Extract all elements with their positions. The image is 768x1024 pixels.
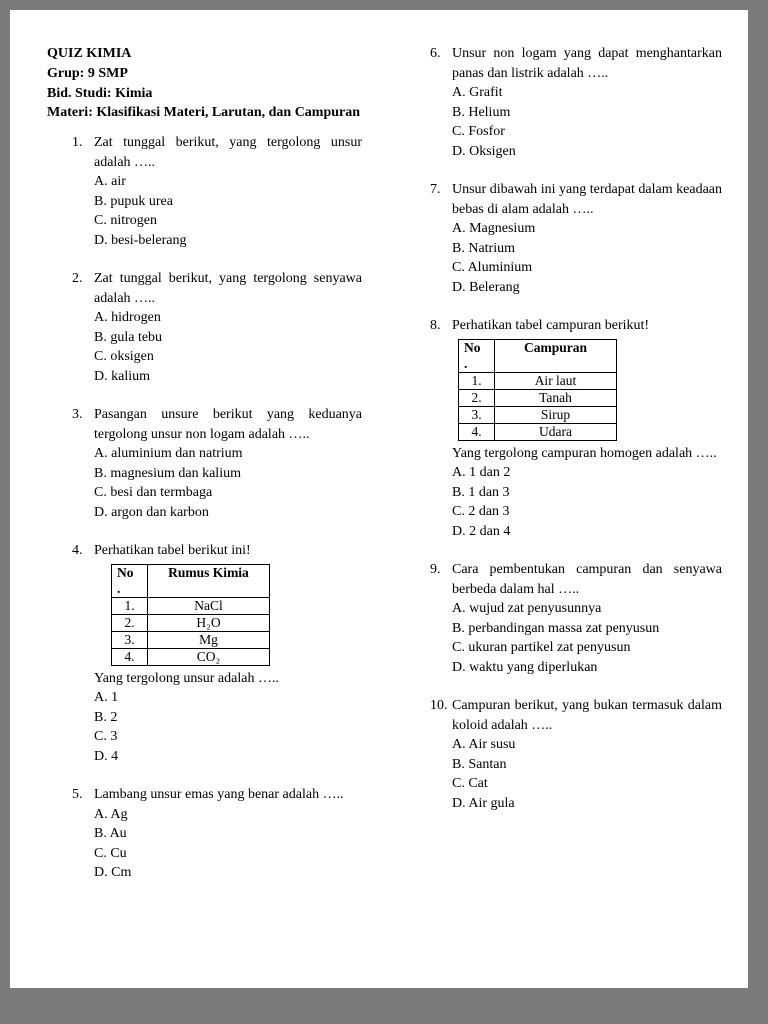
option-b: B. perbandingan massa zat penyusun: [452, 620, 660, 636]
row-value: Udara: [495, 423, 617, 440]
option-d: D. Belerang: [452, 279, 520, 295]
row-formula: NaCl: [148, 597, 270, 614]
row-number: 3.: [459, 406, 495, 423]
table-header-rumus-kimia: Rumus Kimia: [148, 564, 270, 597]
question-number: 7.: [430, 182, 441, 197]
option-a: A. wujud zat penyusunnya: [452, 601, 602, 616]
row-number: 4.: [112, 648, 148, 665]
option-d: D. argon dan karbon: [94, 504, 209, 520]
table-header-campuran: Campuran: [495, 339, 617, 372]
header-no-text: No: [117, 564, 134, 580]
option-c: C. 2 dan 3: [452, 504, 510, 519]
left-column: [47, 44, 362, 902]
question-7: [430, 180, 722, 297]
option-b: B. Natrium: [452, 240, 515, 256]
table-row: [459, 406, 617, 423]
option-d: D. Cm: [94, 865, 132, 881]
question-body: [452, 180, 722, 297]
option-c: C. besi dan termbaga: [94, 485, 213, 501]
question-body: [452, 560, 722, 677]
question-3: [47, 405, 362, 522]
option-b: B. gula tebu: [94, 329, 163, 345]
quiz-material: Materi: Klasifikasi Materi, Larutan, dan Campuran: [47, 105, 361, 121]
question-number: 5.: [72, 787, 83, 803]
option-c: C. ukuran partikel zat penyusun: [452, 640, 631, 655]
question-2: [47, 269, 362, 386]
table-row: [459, 389, 617, 406]
option-b: B. magnesium dan kalium: [94, 465, 241, 481]
question-body: [452, 696, 722, 813]
question-10: [430, 696, 722, 813]
option-c: C. Fosfor: [452, 124, 505, 139]
question-text: Zat tunggal berikut, yang tergolong unsur adalah …..: [94, 135, 362, 170]
row-formula: CO₂: [148, 648, 270, 665]
question-number: 2.: [72, 271, 83, 287]
row-number: 2.: [112, 614, 148, 631]
header-no-dot: .: [117, 580, 121, 596]
table-header-no: [112, 564, 148, 597]
option-b: B. Helium: [452, 104, 511, 120]
row-number: 4.: [459, 423, 495, 440]
question-text: Perhatikan tabel campuran berikut!: [452, 318, 650, 333]
option-c: C. nitrogen: [94, 213, 157, 229]
question-body: [94, 785, 362, 883]
page-content: [10, 10, 748, 902]
row-number: 1.: [112, 597, 148, 614]
question-body: [94, 541, 362, 766]
option-c: C. Cu: [94, 845, 127, 861]
header-no-text: No: [464, 339, 481, 355]
option-a: A. 1 dan 2: [452, 465, 511, 480]
question-text: Zat tunggal berikut, yang tergolong senyawa adalah …..: [94, 271, 362, 306]
table-row: [112, 631, 270, 648]
option-b: B. Au: [94, 826, 127, 842]
quiz-page: [10, 10, 748, 988]
question-text: Perhatikan tabel berikut ini!: [94, 543, 251, 559]
question-text: Unsur non logam yang dapat menghantarkan panas dan listrik adalah …..: [452, 46, 722, 81]
option-a: A. Grafit: [452, 85, 503, 100]
question-number: 10.: [430, 698, 448, 713]
option-d: D. 4: [94, 748, 119, 764]
question-number: 3.: [72, 407, 83, 423]
row-value: Air laut: [495, 372, 617, 389]
row-value: Tanah: [495, 389, 617, 406]
option-d: D. Oksigen: [452, 143, 516, 159]
row-value: Sirup: [495, 406, 617, 423]
table-row: [459, 423, 617, 440]
question-1: [47, 133, 362, 250]
table-header-row: [112, 564, 270, 597]
question-text: Campuran berikut, yang bukan termasuk dalam koloid adalah …..: [452, 698, 722, 733]
question-text: Lambang unsur emas yang benar adalah …..: [94, 787, 344, 803]
question-8: [430, 316, 722, 541]
question-body: [452, 316, 722, 541]
question-body: [94, 133, 362, 250]
question-number: 1.: [72, 135, 83, 151]
row-formula: H₂O: [148, 614, 270, 631]
question-text: Unsur dibawah ini yang terdapat dalam keadaan bebas di alam adalah …..: [452, 182, 722, 217]
question-post-text: Yang tergolong campuran homogen adalah …..: [452, 445, 717, 461]
question-post-text: Yang tergolong unsur adalah …..: [94, 670, 279, 686]
row-formula: Mg: [148, 631, 270, 648]
option-a: A. Air susu: [452, 737, 516, 752]
option-b: B. 2: [94, 709, 118, 725]
row-number: 3.: [112, 631, 148, 648]
question-number: 4.: [72, 543, 83, 559]
table-header-no: [459, 339, 495, 372]
quiz-title: QUIZ KIMIA: [47, 46, 132, 61]
row-number: 1.: [459, 372, 495, 389]
option-a: A. hidrogen: [94, 310, 161, 326]
option-c: C. Cat: [452, 776, 488, 791]
option-a: A. air: [94, 174, 126, 190]
option-d: D. Air gula: [452, 795, 515, 811]
question-9: [430, 560, 722, 677]
option-d: D. besi-belerang: [94, 232, 187, 248]
question-body: [94, 405, 362, 522]
option-b: B. 1 dan 3: [452, 484, 510, 500]
table-row: [459, 372, 617, 389]
option-d: D. 2 dan 4: [452, 523, 511, 539]
header-no-dot: .: [464, 355, 468, 371]
question-text: Cara pembentukan campuran dan senyawa berbeda dalam hal …..: [452, 562, 722, 597]
right-column: [430, 44, 722, 902]
rumus-kimia-table: [111, 564, 270, 666]
campuran-table: [458, 339, 617, 441]
table-header-row: [459, 339, 617, 372]
quiz-group: Grup: 9 SMP: [47, 65, 128, 81]
option-a: A. 1: [94, 690, 119, 706]
question-body: [94, 269, 362, 386]
table-row: [112, 648, 270, 665]
option-c: C. 3: [94, 729, 118, 745]
quiz-subject: Bid. Studi: Kimia: [47, 85, 153, 101]
option-a: A. Ag: [94, 806, 128, 822]
question-number: 6.: [430, 46, 441, 61]
question-4: [47, 541, 362, 766]
option-d: D. kalium: [94, 368, 150, 384]
table-row: [112, 597, 270, 614]
table-row: [112, 614, 270, 631]
option-a: A. aluminium dan natrium: [94, 446, 243, 462]
option-c: C. oksigen: [94, 349, 154, 365]
question-number: 8.: [430, 318, 441, 333]
quiz-header: [47, 44, 362, 123]
option-c: C. Aluminium: [452, 260, 533, 275]
question-5: [47, 785, 362, 883]
question-number: 9.: [430, 562, 441, 577]
option-d: D. waktu yang diperlukan: [452, 659, 598, 675]
question-body: [452, 44, 722, 161]
question-text: Pasangan unsure berikut yang keduanya tergolong unsur non logam adalah …..: [94, 407, 362, 442]
option-b: B. Santan: [452, 756, 507, 772]
question-6: [430, 44, 722, 161]
row-number: 2.: [459, 389, 495, 406]
option-b: B. pupuk urea: [94, 193, 173, 209]
option-a: A. Magnesium: [452, 221, 536, 236]
